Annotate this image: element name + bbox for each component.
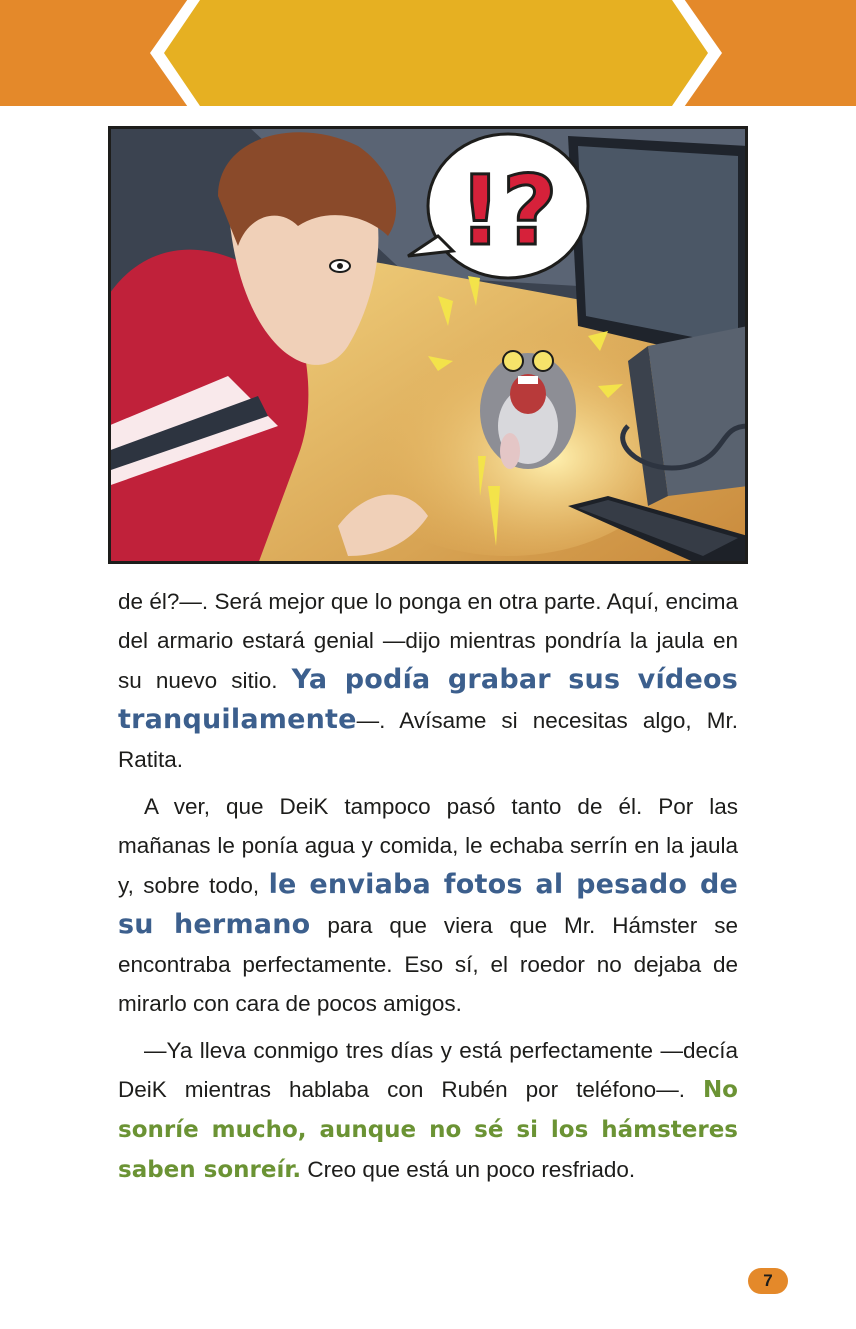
- highlight-text-blue: le enviaba fotos al pesado de su hermano: [118, 869, 738, 940]
- page-number: 7: [748, 1268, 788, 1294]
- paragraph-2-text-a: A ver, que DeiK tampoco pasó tanto de él. Por las mañanas le ponía agua y comida, le echaba serrín en la jaula y, sobre todo,: [118, 794, 738, 898]
- story-text: [118, 582, 738, 1190]
- paragraph-3-text-b: Creo que está un poco resfriado.: [301, 1157, 636, 1182]
- paragraph-2: [118, 787, 738, 1023]
- highlight-text-green: No sonríe mucho, aunque no sé si los hámsteres saben sonreír.: [118, 1077, 738, 1183]
- comic-illustration: [108, 126, 748, 564]
- paragraph-1-text-a: de él?—. Será mejor que lo ponga en otra parte. Aquí, encima del armario estará genial —dijo mientras pondría la jaula en su nuevo sitio.: [118, 589, 738, 693]
- highlight-text-blue: Ya podía grabar sus vídeos tranquilamente: [118, 664, 738, 735]
- paragraph-2-text-b: para que viera que Mr. Hámster se encontraba perfectamente. Eso sí, el roedor no dejaba de mirarlo con cara de pocos amigos.: [118, 913, 738, 1016]
- paragraph-1: [118, 582, 738, 779]
- computer-tower: [628, 326, 748, 506]
- paragraph-3-text-a: —Ya lleva conmigo tres días y está perfectamente —decía DeiK mientras hablaba con Rubén por teléfono—.: [118, 1038, 738, 1102]
- header-hexagon: [150, 0, 722, 106]
- speech-bubble-text: !?: [458, 155, 558, 267]
- paragraph-3: [118, 1031, 738, 1190]
- paragraph-1-text-b: —. Avísame si necesitas algo, Mr. Ratita.: [118, 708, 738, 772]
